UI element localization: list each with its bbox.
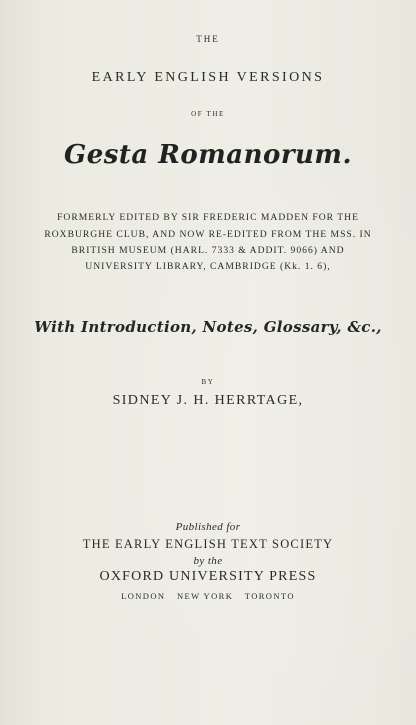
by-the-label: by the xyxy=(193,555,223,567)
contents-line: With Introduction, Notes, Glossary, &c., xyxy=(34,318,382,336)
city-london: LONDON xyxy=(121,591,166,601)
the-label: THE xyxy=(196,34,220,44)
society-name: THE EARLY ENGLISH TEXT SOCIETY xyxy=(82,537,334,551)
author-name: SIDNEY J. H. HERRTAGE, xyxy=(112,393,304,408)
main-title: Gesta Romanorum. xyxy=(63,140,352,170)
of-the-label: OF THE xyxy=(191,110,225,118)
city-new-york: NEW YORK xyxy=(176,591,234,601)
by-label: BY xyxy=(201,378,215,386)
published-for-label: Published for xyxy=(175,521,241,533)
title-line: EARLY ENGLISH VERSIONS xyxy=(91,70,325,85)
city-toronto: TORONTO xyxy=(244,591,295,601)
edition-note-line: FORMERLY EDITED BY SIR FREDERIC MADDEN FOR THE xyxy=(57,212,359,223)
edition-note-line: UNIVERSITY LIBRARY, CAMBRIDGE (Kk. 1. 6), xyxy=(85,261,331,272)
publisher-name: OXFORD UNIVERSITY PRESS xyxy=(99,569,317,584)
imprint-cities xyxy=(0,591,416,601)
edition-note-line: BRITISH MUSEUM (HARL. 7333 & ADDIT. 9066) AND xyxy=(71,245,345,256)
edition-note-line: ROXBURGHE CLUB, AND NOW RE-EDITED FROM THE MSS. IN xyxy=(44,229,372,240)
